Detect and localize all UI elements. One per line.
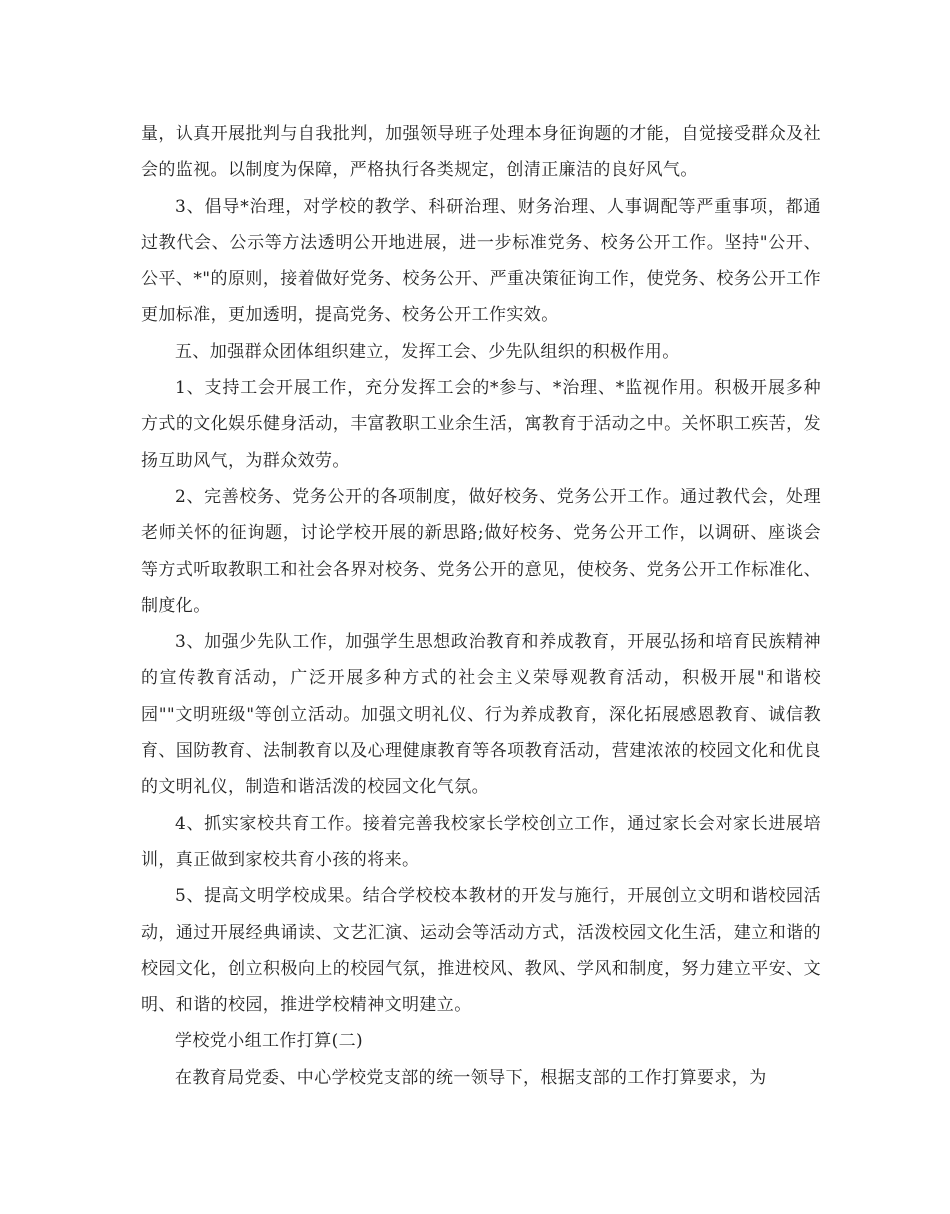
document-subtitle: 学校党小组工作打算(二) <box>175 1031 364 1052</box>
paragraph-item-3-young-pioneers: 3、加强少先队工作，加强学生思想政治教育和养成教育，开展弘扬和培育民族精神的宣传教育活动，广泛开展多种方式的社会主义荣辱观教育活动，积极开展"和谐校园""文明班级"等创立活动。加强文明礼仪、行为养成教育，深化拓展感恩教育、诚信教育、国防教育、法制教育以及心理健康教育等各项教育活动，营建浓浓的校园文化和优良的文明礼仪，制造和谐活泼的校园文化气氛。 <box>141 632 821 798</box>
paragraph-item-5-civilized-school: 5、提高文明学校成果。结合学校校本教材的开发与施行，开展创立文明和谐校园活动，通过开展经典诵读、文艺汇演、运动会等活动方式，活泼校园文化生活，建立和谐的校园文化，创立积极向上的校园气氛，推进校风、教风、学风和制度，努力建立平安、文明、和谐的校园，推进学校精神文明建立。 <box>141 886 821 1016</box>
paragraph-item-4-home-school: 4、抓实家校共育工作。接着完善我校家长学校创立工作，通过家长会对家长进展培训，真正做到家校共育小孩的将来。 <box>141 813 821 870</box>
document-body <box>141 116 821 1096</box>
paragraph-item-3-transparency: 3、倡导*治理，对学校的教学、科研治理、财务治理、人事调配等严重事项，都通过教代会、公示等方法透明公开地进展，进一步标准党务、校务公开工作。坚持"公开、公平、*"的原则，接着做好党务、校务公开、严重决策征询工作，使党务、校务公开工作更加标准，更加透明，提高党务、校务公开工作实效。 <box>141 196 821 326</box>
section-heading-five: 五、加强群众团体组织建立，发挥工会、少先队组织的积极作用。 <box>175 341 680 362</box>
paragraph-item-2-disclosure: 2、完善校务、党务公开的各项制度，做好校务、党务公开工作。通过教代会，处理老师关怀的征询题，讨论学校开展的新思路;做好校务、党务公开工作，以调研、座谈会等方式听取教职工和社会各界对校务、党务公开的意见，使校务、党务公开工作标准化、制度化。 <box>141 486 821 616</box>
paragraph-continuation: 量，认真开展批判与自我批判，加强领导班子处理本身征询题的才能，自觉接受群众及社会的监视。以制度为保障，严格执行各类规定，创清正廉洁的良好风气。 <box>141 124 821 181</box>
paragraph-intro: 在教育局党委、中心学校党支部的统一领导下，根据支部的工作打算要求，为 <box>175 1067 767 1088</box>
paragraph-item-1-union: 1、支持工会开展工作，充分发挥工会的*参与、*治理、*监视作用。积极开展多种方式的文化娱乐健身活动，丰富教职工业余生活，寓教育于活动之中。关怀职工疾苦，发扬互助风气，为群众效劳。 <box>141 378 821 471</box>
